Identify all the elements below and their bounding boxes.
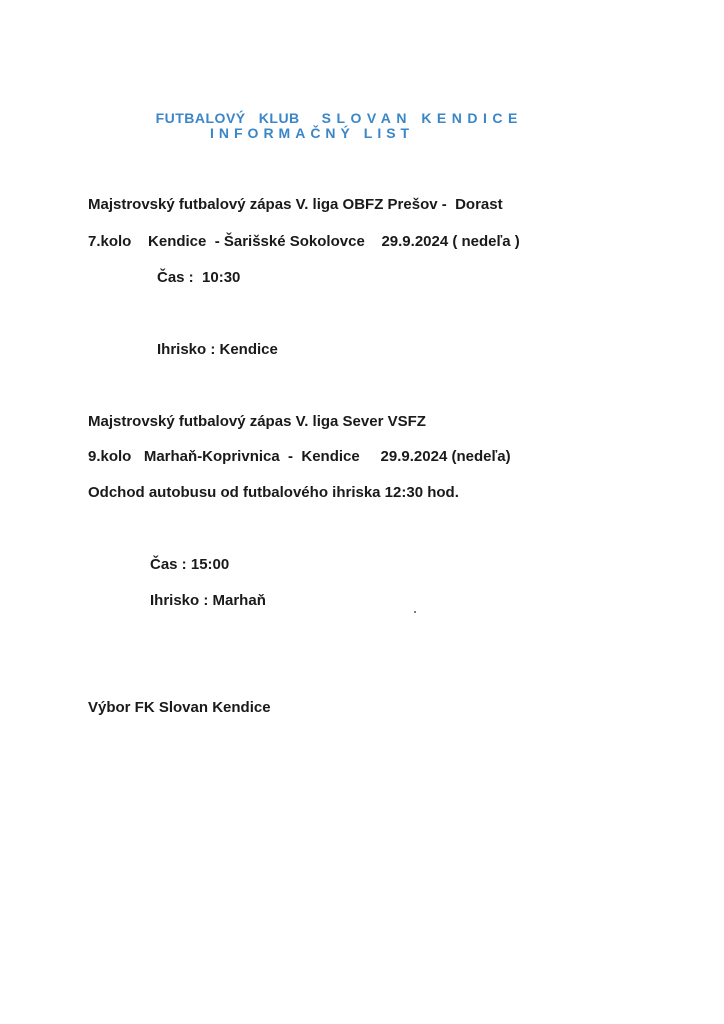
match1-heading: Majstrovský futbalový zápas V. liga OBFZ Prešov - Dorast — [88, 196, 503, 213]
signature: Výbor FK Slovan Kendice — [88, 699, 271, 716]
match2-bus-departure: Odchod autobusu od futbalového ihriska 12:30 hod. — [88, 484, 459, 501]
match2-heading: Majstrovský futbalový zápas V. liga Sever VSFZ — [88, 413, 426, 430]
match1-round: 7.kolo Kendice - Šarišské Sokolovce 29.9.2024 ( nedeľa ) — [88, 233, 520, 250]
match2-time: Čas : 15:00 — [150, 556, 230, 573]
club-title-part1: FUTBALOVÝ KLUB — [155, 110, 300, 126]
info-sheet-title: INFORMAČNÝ LIST — [210, 125, 415, 141]
club-title-part2: SLOVAN KENDICE — [321, 110, 523, 126]
scan-speck — [414, 611, 416, 613]
match2-venue: Ihrisko : Marhaň — [150, 592, 266, 609]
match1-time: Čas : 10:30 — [157, 269, 241, 286]
match2-round: 9.kolo Marhaň-Koprivnica - Kendice 29.9.2024 (nedeľa) — [88, 448, 511, 465]
match1-venue: Ihrisko : Kendice — [157, 341, 278, 358]
